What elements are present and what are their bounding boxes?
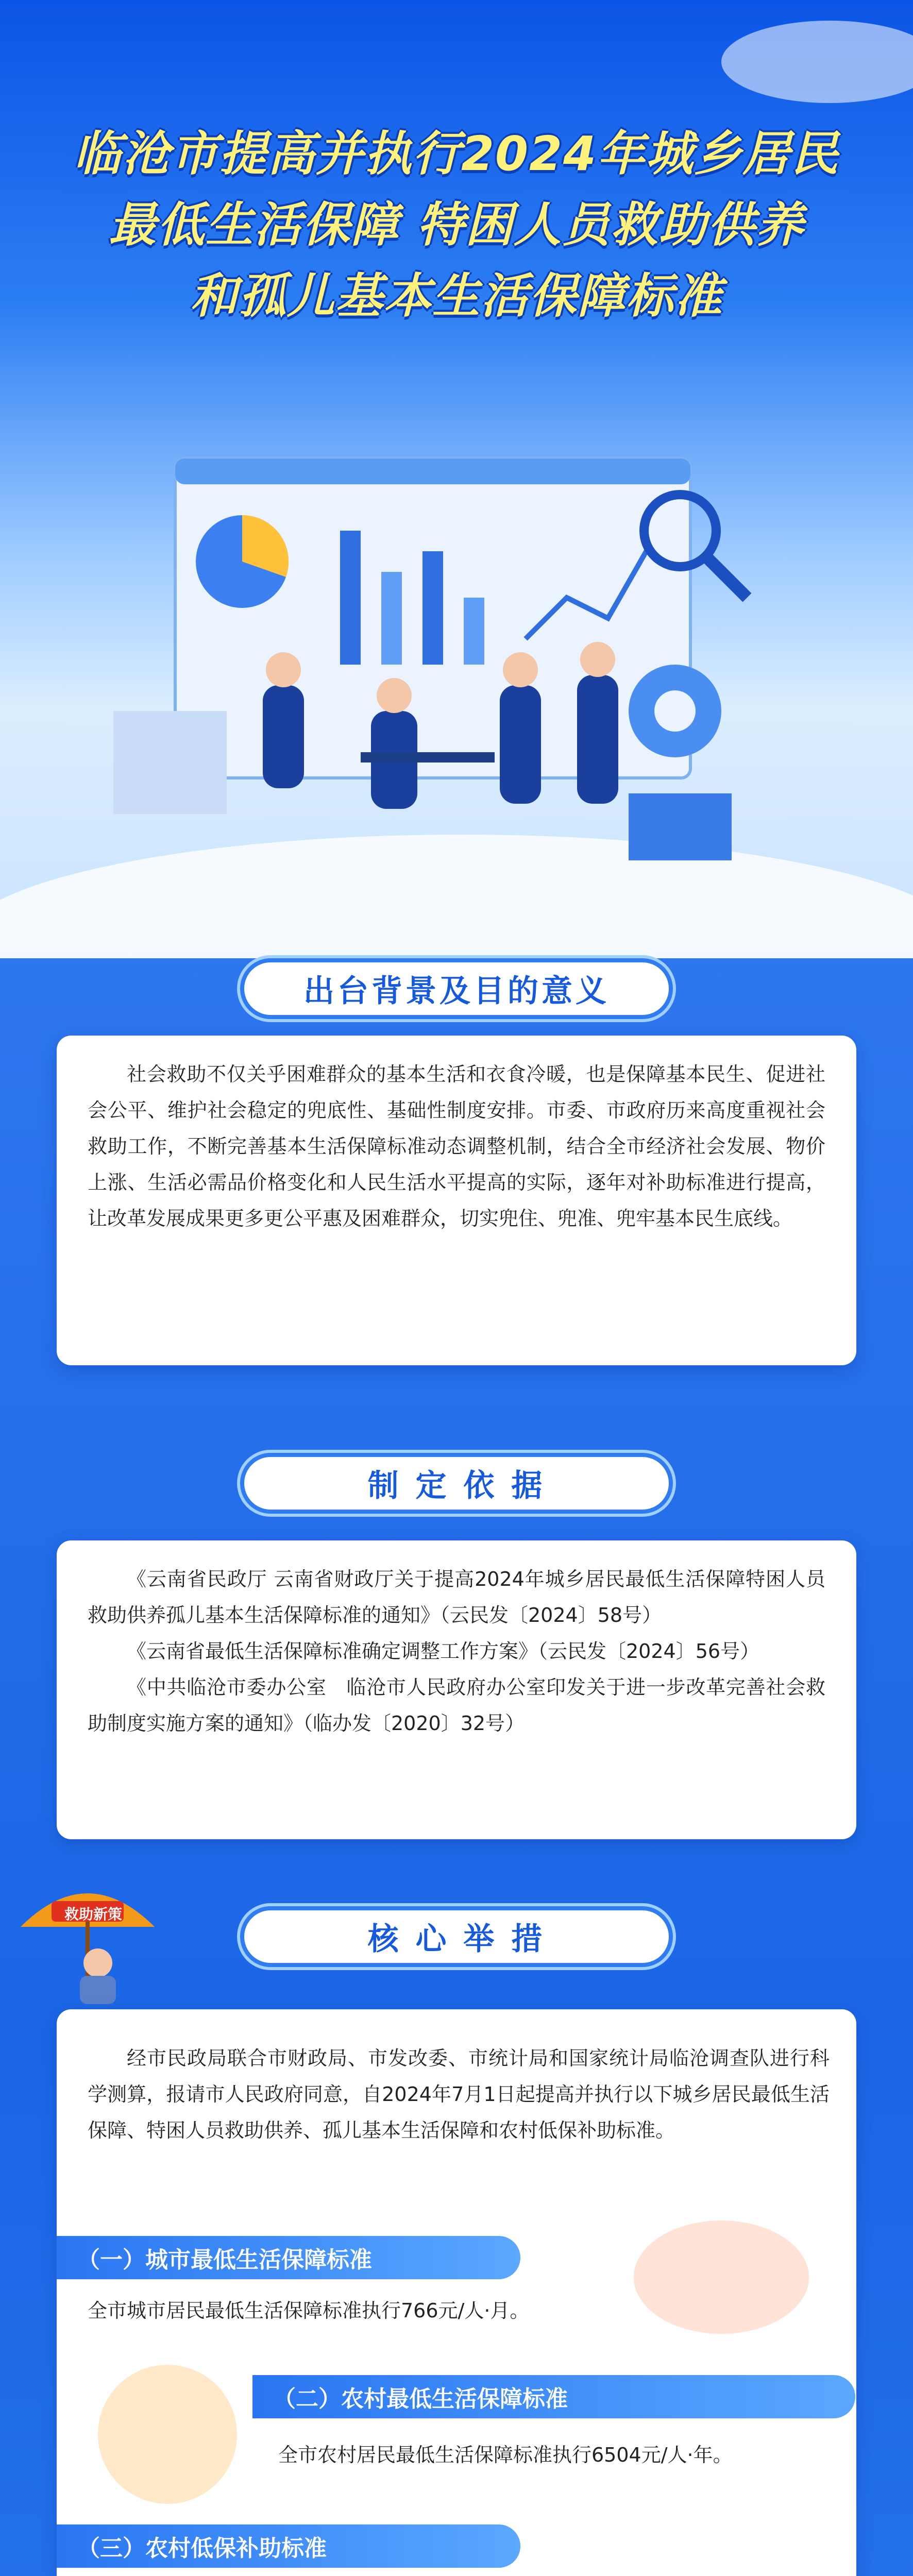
title-line-3: 和孤儿基本生活保障标准 — [190, 268, 723, 324]
umbrella-illustration — [10, 1865, 165, 2009]
measure-label-1: （一）城市最低生活保障标准 — [77, 2247, 372, 2273]
hero-banner — [0, 0, 913, 958]
measure-header-1 — [57, 2236, 520, 2279]
section-header-measures — [240, 1906, 673, 1967]
measure-label-2: （二）农村最低生活保障标准 — [273, 2386, 568, 2412]
measure-label-3: （三）农村低保补助标准 — [77, 2535, 327, 2562]
measures-intro: 经市民政局联合市财政局、市发改委、市统计局和国家统计局临沧调查队进行科学测算，报请市人民政府同意，自2024年7月1日起提高并执行以下城乡居民最低生活保障、特困人员救助供养、孤儿基本生活保障和农村低保补助标准。 — [88, 2047, 830, 2142]
basis-item: 《云南省最低生活保障标准确定调整工作方案》（云民发〔2024〕56号） — [127, 1640, 760, 1663]
background-paragraph: 社会救助不仅关乎困难群众的基本生活和衣食冷暖，也是保障基本民生、促进社会公平、维护社会稳定的兜底性、基础性制度安排。市委、市政府历来高度重视社会救助工作，不断完善基本生活保障标准动态调整机制，结合全市经济社会发展、物价上涨、生活必需品价格变化和人民生活水平提高的实际，逐年对补助标准进行提高，让改革发展成果更多更公平惠及困难群众，切实兜住、兜准、兜牢基本民生底线。 — [88, 1063, 825, 1230]
title-line-1: 临沧市提高并执行2024年城乡居民 — [73, 126, 840, 181]
title-line-2: 最低生活保障 特困人员救助供养 — [108, 197, 805, 252]
family-umbrella-illustration — [98, 2365, 237, 2504]
section-title-background: 出台背景及目的意义 — [303, 973, 610, 1009]
measure-header-2 — [252, 2375, 855, 2418]
elderly-group-illustration — [634, 2221, 809, 2334]
measure-text-2: 全市农村居民最低生活保障标准执行6504元/人·年。 — [278, 2444, 733, 2466]
basis-item: 《中共临沧市委办公室 临沧市人民政府办公室印发关于进一步改革完善社会救助制度实施方案的通知》（临办发〔2020〕32号） — [88, 1676, 825, 1735]
page-title — [52, 118, 861, 332]
measure-header-3 — [57, 2524, 520, 2568]
badge-label: 救助新策 — [64, 1906, 123, 1923]
measures-card — [57, 2009, 856, 2576]
measure-text-1: 全市城市居民最低生活保障标准执行766元/人·月。 — [88, 2299, 530, 2322]
basis-card — [57, 1540, 856, 1839]
section-header-basis — [240, 1453, 673, 1514]
basis-item: 《云南省民政厅 云南省财政厅关于提高2024年城乡居民最低生活保障特困人员救助供养孤儿基本生活保障标准的通知》（云民发〔2024〕58号） — [88, 1568, 825, 1626]
background-card — [57, 1036, 856, 1365]
section-title-measures: 核 心 举 措 — [367, 1921, 546, 1957]
data-analysis-illustration — [72, 443, 845, 907]
section-header-background — [240, 958, 673, 1019]
section-title-basis: 制 定 依 据 — [367, 1468, 546, 1504]
